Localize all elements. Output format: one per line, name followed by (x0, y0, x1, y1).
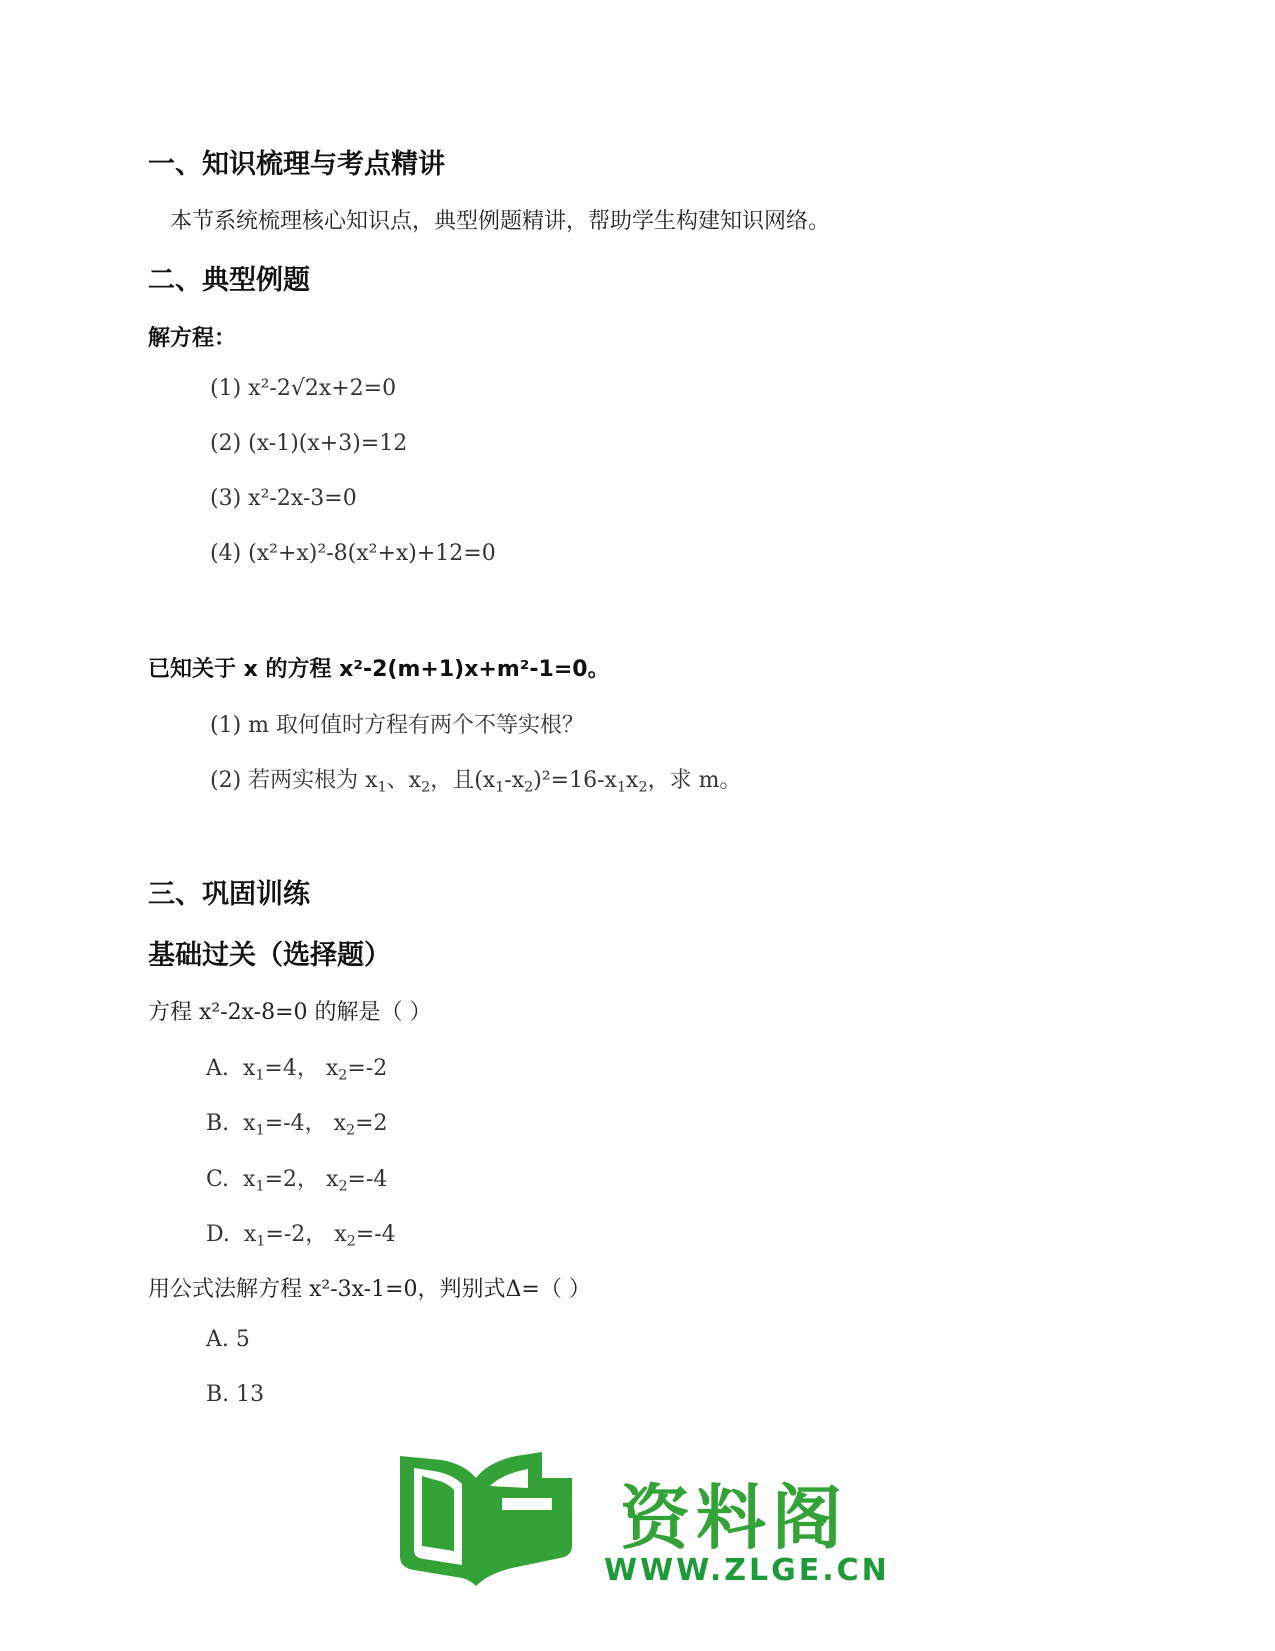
watermark-title: 资料阁 (620, 1477, 848, 1559)
section-intro: 本节系统梳理核心知识点，典型例题精讲，帮助学生构建知识网络。 (170, 209, 831, 234)
answer-option: D. $x_1=-2$， $x_2=-4$ (206, 1222, 396, 1250)
watermark-url: WWW.ZLGE.CN (604, 1553, 890, 1588)
answer-option: A. 5 (206, 1327, 250, 1352)
section-heading-3: 三、巩固训练 (148, 879, 310, 910)
example-1-item: (4) (x²+x)²-8(x²+x)+12=0 (210, 541, 496, 566)
book-logo-icon (392, 1438, 582, 1588)
example-1-item: (2) (x-1)(x+3)=12 (210, 431, 408, 456)
answer-option: B. 13 (206, 1382, 265, 1407)
subsection-heading: 基础过关（选择题） (148, 940, 391, 971)
example-1-item: (3) x²-2x-3=0 (210, 486, 357, 511)
example-2-item: (1) m 取何值时方程有两个不等实根？ (210, 713, 585, 738)
question-stem: 方程 x²-2x-8=0 的解是（ ） (148, 1000, 432, 1025)
example-1-title: 解方程： (148, 326, 237, 351)
section-heading-2: 二、典型例题 (148, 265, 310, 296)
section-heading-1: 一、知识梳理与考点精讲 (148, 149, 445, 180)
question-stem: 用公式法解方程 x²-3x-1=0，判别式Δ=（ ） (148, 1277, 591, 1302)
answer-option: C. $x_1=2$， $x_2=-4$ (206, 1167, 388, 1195)
example-2-title: 已知关于 x 的方程 x²-2(m+1)x+m²-1=0。 (148, 657, 610, 682)
example-1-item: (1) x²-2√2x+2=0 (210, 376, 397, 401)
example-2-item: (2) 若两实根为 $x_1$、$x_2$，且$(x_1-x_2)^2=16-x_1x_2$，求 m。 (210, 768, 742, 796)
answer-option: A. $x_1=4$， $x_2=-2$ (206, 1056, 388, 1084)
answer-option: B. $x_1=-4$， $x_2=2$ (206, 1111, 388, 1139)
